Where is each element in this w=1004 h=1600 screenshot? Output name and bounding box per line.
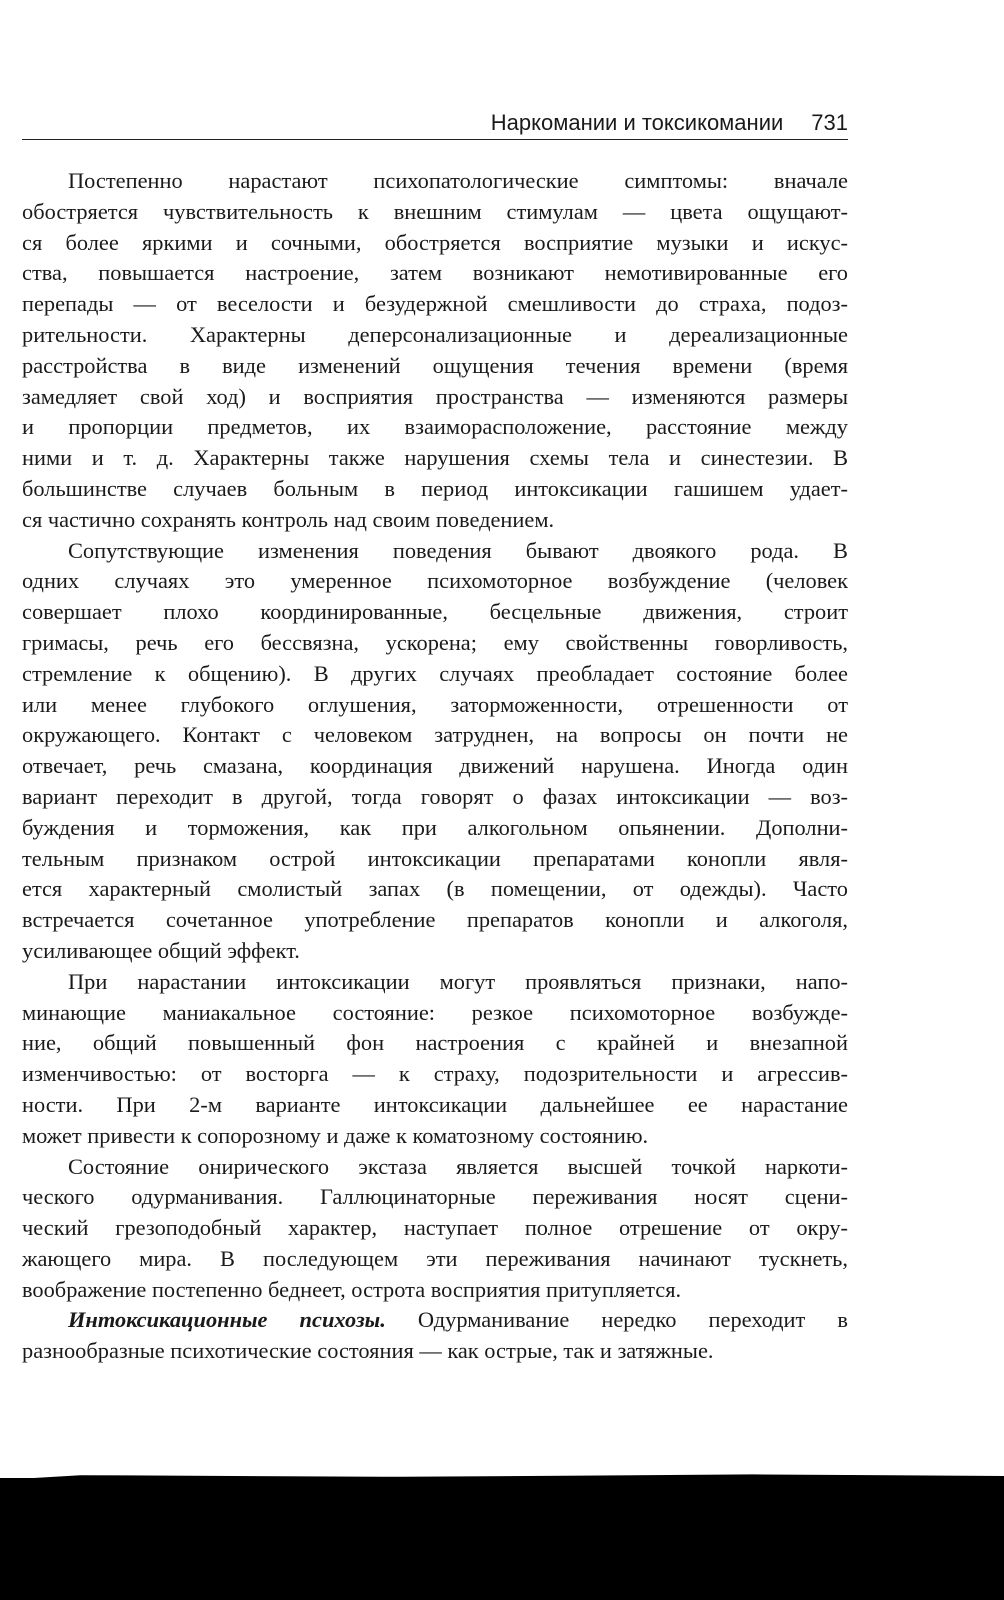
- text-line: [22, 1090, 848, 1121]
- text-line: [22, 874, 848, 905]
- line-text: воображение постепенно беднеет, острота восприятия притупляется.: [22, 1276, 682, 1302]
- text-line: [22, 1305, 848, 1336]
- line-text: гримасы, речь его бессвязна, ускорена; ему свойственны говорливость,: [22, 629, 848, 655]
- line-text: ние, общий повышенный фон настроения с крайней и внезапной: [22, 1030, 848, 1056]
- text-line: [22, 289, 848, 320]
- text-line: [22, 228, 848, 259]
- line-text: изменчивостью: от восторга — к страху, подозрительности и агрессив-: [22, 1061, 848, 1087]
- line-text: буждения и торможения, как при алкогольном опьянении. Дополни-: [22, 814, 848, 840]
- scan-edge-shadow: [0, 1478, 1004, 1600]
- text-line: [22, 905, 848, 936]
- line-text: ческий грезоподобный характер, наступает полное отрешение от окру-: [22, 1215, 848, 1241]
- text-line: [22, 566, 848, 597]
- text-line: [22, 1213, 848, 1244]
- text-line: [22, 1275, 848, 1306]
- header-title: Наркомании и токсикомании: [490, 110, 784, 135]
- text-line: [22, 258, 848, 289]
- text-line: [22, 998, 848, 1029]
- text-line: [22, 1152, 848, 1183]
- text-line: [22, 844, 848, 875]
- line-text: и пропорции предметов, их взаиморасположение, расстояние между: [22, 414, 848, 440]
- line-text: ется характерный смолистый запах (в помещении, от одежды). Часто: [22, 876, 848, 902]
- text-line: [22, 382, 848, 413]
- text-line: [22, 936, 848, 967]
- text-line: [22, 536, 848, 567]
- line-text: ности. При 2-м варианте интоксикации дальнейшее ее нарастание: [22, 1091, 848, 1117]
- text-line: [22, 320, 848, 351]
- text-line: [22, 197, 848, 228]
- line-text: окружающего. Контакт с человеком затруднен, на вопросы он почти не: [22, 722, 848, 748]
- text-line: [22, 505, 848, 536]
- line-text: ства, повышается настроение, затем возникают немотивированные его: [22, 260, 848, 286]
- line-text: ся более яркими и сочными, обостряется восприятие музыки и искус-: [22, 229, 848, 255]
- line-text: отвечает, речь смазана, координация движений нарушена. Иногда один: [22, 753, 848, 779]
- line-text: стремление к общению). В других случаях преобладает состояние более: [22, 660, 848, 686]
- line-text: расстройства в виде изменений ощущения течения времени (время: [22, 352, 848, 378]
- text-line: [22, 1028, 848, 1059]
- text-line: [22, 1059, 848, 1090]
- line-text: усиливающее общий эффект.: [22, 937, 300, 963]
- text-line: [22, 967, 848, 998]
- text-line: [22, 1336, 848, 1367]
- line-text: ними и т. д. Характерны также нарушения схемы тела и синестезии. В: [22, 445, 848, 471]
- text-line: [22, 474, 848, 505]
- line-text: вариант переходит в другой, тогда говорят о фазах интоксикации — воз-: [22, 783, 848, 809]
- running-header: [22, 106, 848, 140]
- text-line: [22, 597, 848, 628]
- text-line: [22, 720, 848, 751]
- text-line: [22, 751, 848, 782]
- text-line: [22, 782, 848, 813]
- text-line: [22, 412, 848, 443]
- line-text: ческого одурманивания. Галлюцинаторные переживания носят сцени-: [22, 1184, 848, 1210]
- line-text: встречается сочетанное употребление препаратов конопли и алкоголя,: [22, 907, 848, 933]
- line-text: Состояние онирического экстаза является высшей точкой наркоти-: [68, 1153, 848, 1179]
- page-number: 731: [811, 110, 848, 135]
- section-runin-heading: Интоксикационные психозы.: [68, 1307, 386, 1333]
- line-text: замедляет свой ход) и восприятия пространства — изменяются размеры: [22, 383, 848, 409]
- line-text: может привести к сопорозному и даже к коматозному состоянию.: [22, 1122, 649, 1148]
- line-text: Постепенно нарастают психопатологические симптомы: вначале: [68, 168, 848, 193]
- text-line: [22, 690, 848, 721]
- text-line: [22, 1182, 848, 1213]
- line-text: одних случаях это умеренное психомоторное возбуждение (человек: [22, 568, 848, 594]
- line-text: большинстве случаев больным в период интоксикации гашишем удает-: [22, 475, 848, 501]
- line-text: совершает плохо координированные, бесцельные движения, строит: [22, 599, 848, 625]
- text-line: [22, 659, 848, 690]
- text-line: [22, 351, 848, 382]
- line-text: тельным признаком острой интоксикации препаратами конопли явля-: [22, 845, 848, 871]
- line-text: жающего мира. В последующем эти переживания начинают тускнеть,: [22, 1245, 848, 1271]
- text-line: [22, 166, 848, 197]
- line-text: При нарастании интоксикации могут проявляться признаки, напо-: [68, 968, 848, 994]
- line-text: перепады — от веселости и безудержной смешливости до страха, подоз-: [22, 291, 848, 317]
- line-text: или менее глубокого оглушения, заторможенности, отрешенности от: [22, 691, 848, 717]
- line-text: обостряется чувствительность к внешним стимулам — цвета ощущают-: [22, 198, 848, 224]
- text-line: [22, 1244, 848, 1275]
- line-text: минающие маниакальное состояние: резкое психомоторное возбужде-: [22, 999, 848, 1025]
- text-line: [22, 813, 848, 844]
- line-text: Сопутствующие изменения поведения бывают двоякого рода. В: [68, 537, 848, 563]
- body-text: [22, 166, 848, 1367]
- line-text: рительности. Характерны деперсонализационные и дереализационные: [22, 321, 848, 347]
- text-line: [22, 443, 848, 474]
- line-text: разнообразные психотические состояния — как острые, так и затяжные.: [22, 1338, 714, 1364]
- line-text: Одурманивание нередко переходит в: [385, 1307, 848, 1333]
- line-text: ся частично сохранять контроль над своим поведением.: [22, 506, 555, 532]
- text-line: [22, 628, 848, 659]
- text-line: [22, 1121, 848, 1152]
